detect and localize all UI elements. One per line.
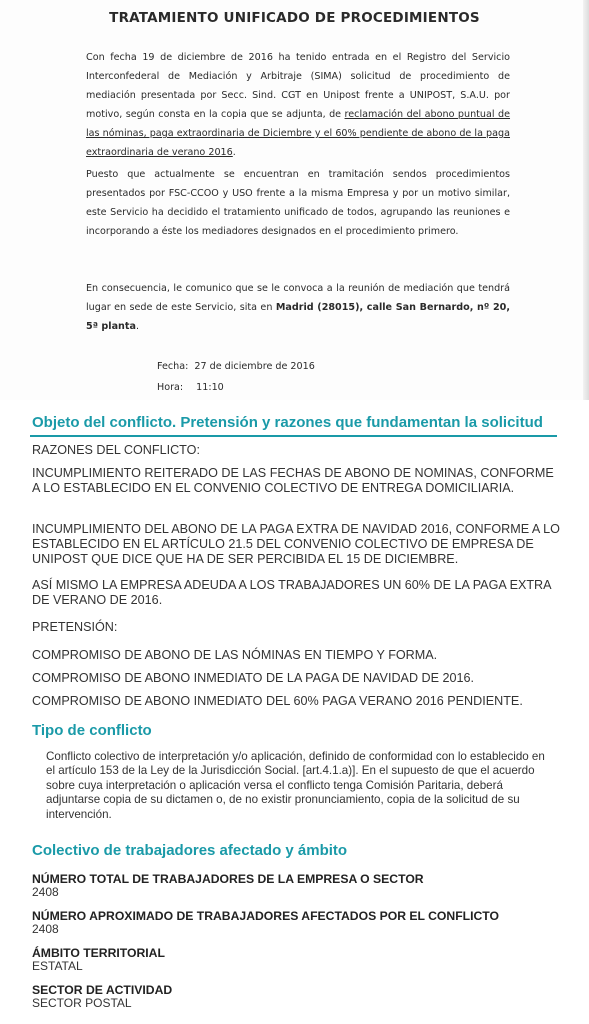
afectados-label: NÚMERO APROXIMADO DE TRABAJADORES AFECTADOS POR EL CONFLICTO xyxy=(32,909,499,923)
compromiso-3: COMPROMISO DE ABONO INMEDIATO DEL 60% PAGA VERANO 2016 PENDIENTE. xyxy=(32,694,523,708)
compromiso-1: COMPROMISO DE ABONO DE LAS NÓMINAS EN TIEMPO Y FORMA. xyxy=(32,648,438,662)
total-trabajadores-label: NÚMERO TOTAL DE TRABAJADORES DE LA EMPRESA O SECTOR xyxy=(32,872,424,886)
compromiso-2: COMPROMISO DE ABONO INMEDIATO DE LA PAGA DE NAVIDAD DE 2016. xyxy=(32,671,475,685)
paragraph-registro-end: . xyxy=(232,147,236,158)
fecha-value: 27 de diciembre de 2016 xyxy=(194,361,315,372)
colectivo-section-title: Colectivo de trabajadores afectado y ámbito xyxy=(32,842,348,859)
objeto-section-rule xyxy=(30,435,557,437)
total-trabajadores-value: 2408 xyxy=(32,885,59,899)
underlined-motivo: reclamación del abono puntual de las nóminas, paga extraordinaria de Diciembre y el 60% pendiente de abono de la paga extraordinaria de verano 2016 xyxy=(86,109,511,158)
objeto-section-title: Objeto del conflicto. Pretensión y razones que fundamentan la solicitud xyxy=(32,414,543,431)
razones-label: RAZONES DEL CONFLICTO: xyxy=(32,443,200,457)
razon-2: INCUMPLIMIENTO DEL ABONO DE LA PAGA EXTRA DE NAVIDAD 2016, CONFORME A LO ESTABLECIDO EN EL ARTÍCULO 21.5 DEL CONVENIO COLECTIVO DE EMPRESA DE UNIPOST QUE DICE QUE HA DE SER PERCIBIDA EL 15 DE DICIEMBRE. xyxy=(32,522,560,566)
afectados-value: 2408 xyxy=(32,922,59,936)
document-title: TRATAMIENTO UNIFICADO DE PROCEDIMIENTOS xyxy=(109,10,480,26)
paragraph-convocatoria-text: En consecuencia, le comunico que se le convoca a la reunión de mediación que tendrá lugar en sede de este Servicio, sita en xyxy=(86,283,510,313)
tipo-section-title: Tipo de conflicto xyxy=(32,722,152,739)
sector-label: SECTOR DE ACTIVIDAD xyxy=(32,983,173,997)
tipo-conflicto-text: Conflicto colectivo de interpretación y/o aplicación, definido de conformidad con lo establecido en el artículo 153 de la Ley de la Jurisdicción Social. [art.4.1.a)]. En el supuesto de que el acuerdo sobre cuya interpretación o aplicación versa el conflicto tenga Comisión Paritaria, deberá adjuntarse copia de su dictamen o, de no existir pronunciamiento, copia de la solicitud de su intervención. xyxy=(46,750,545,821)
paragraph-registro-text: Con fecha 19 de diciembre de 2016 ha tenido entrada en el Registro del Servicio Interconfederal de Mediación y Arbitraje (SIMA) solicitud de procedimiento de mediación presentada por Secc. Sind. CGT en Unipost frente a UNIPOST, S.A.U. por motivo, según consta en la copia que se adjunta, de xyxy=(86,52,510,120)
hora-label: Hora: xyxy=(157,382,184,393)
hora-value: 11:10 xyxy=(196,382,224,393)
ambito-label: ÁMBITO TERRITORIAL xyxy=(32,946,165,960)
scanned-letter xyxy=(0,0,589,400)
paragraph-convocatoria xyxy=(86,279,510,336)
meeting-time-row xyxy=(157,378,224,397)
sector-value: SECTOR POSTAL xyxy=(32,996,132,1010)
paragraph-convocatoria-end: . xyxy=(135,321,140,332)
paragraph-tramitacion: Puesto que actualmente se encuentran en tramitación sendos procedimientos presentados por FSC-CCOO y USO frente a la misma Empresa y por un motivo similar, este Servicio ha decidido el tratamiento unificado de todos, agrupando las reuniones e incorporando a éste los mediadores designados en el procedimiento primero. xyxy=(86,169,510,237)
pretension-label: PRETENSIÓN: xyxy=(32,620,118,634)
meeting-address: Madrid (28015), calle San Bernardo, nº 20, 5ª planta xyxy=(86,302,510,332)
fecha-label: Fecha: xyxy=(157,361,189,372)
razon-3: ASÍ MISMO LA EMPRESA ADEUDA A LOS TRABAJADORES UN 60% DE LA PAGA EXTRA DE VERANO DE 2016. xyxy=(32,578,551,607)
paragraph-registro xyxy=(86,48,510,162)
ambito-value: ESTATAL xyxy=(32,959,83,973)
meeting-date-row xyxy=(157,357,315,376)
razon-1: INCUMPLIMIENTO REITERADO DE LAS FECHAS DE ABONO DE NOMINAS, CONFORME A LO ESTABLECIDO EN EL CONVENIO COLECTIVO DE ENTREGA DOMICILIARIA. xyxy=(32,466,554,495)
page-edge-shadow xyxy=(583,0,589,400)
